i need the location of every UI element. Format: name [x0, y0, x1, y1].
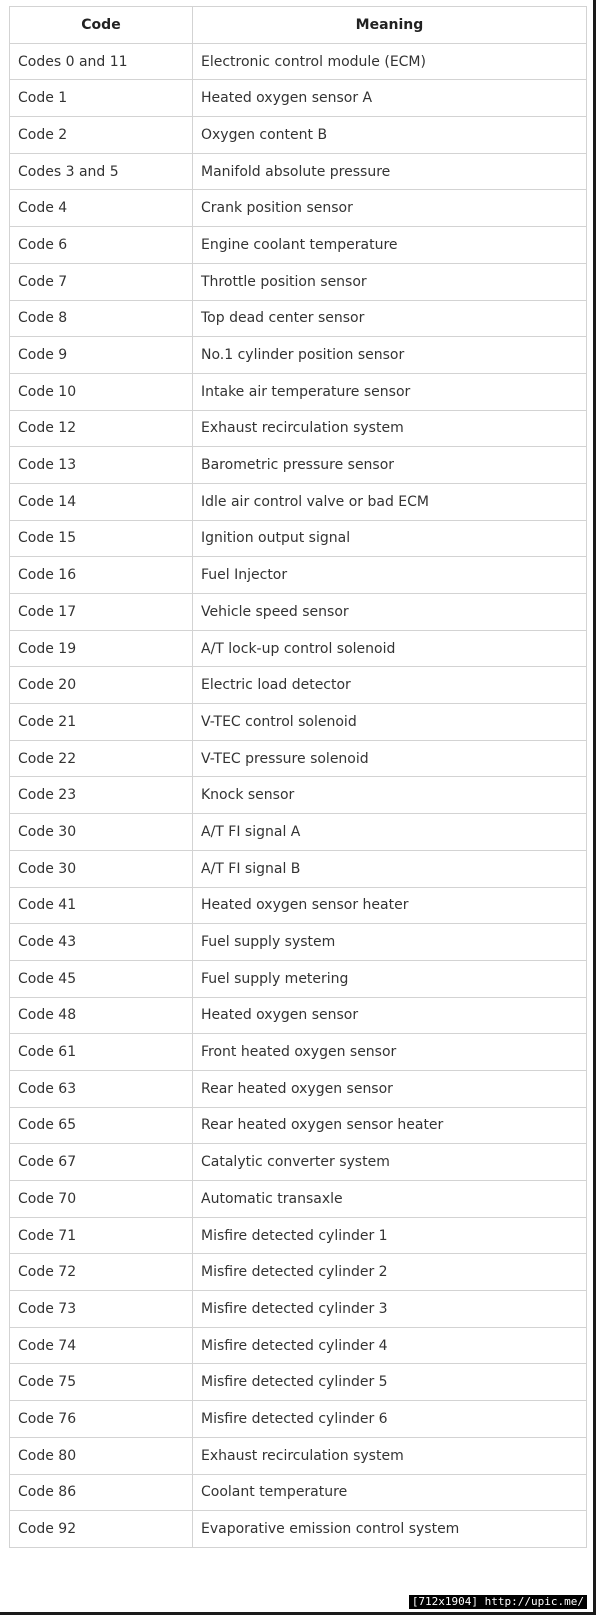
meaning-cell: Electronic control module (ECM): [193, 43, 587, 80]
meaning-cell: Misfire detected cylinder 2: [193, 1254, 587, 1291]
meaning-cell: Misfire detected cylinder 3: [193, 1291, 587, 1328]
meaning-cell: Vehicle speed sensor: [193, 594, 587, 631]
table-row: [10, 814, 587, 851]
meaning-cell: Evaporative emission control system: [193, 1511, 587, 1548]
meaning-cell: Oxygen content B: [193, 117, 587, 154]
table-row: [10, 594, 587, 631]
table-row: [10, 337, 587, 374]
meaning-cell: Idle air control valve or bad ECM: [193, 483, 587, 520]
code-cell: Code 9: [10, 337, 193, 374]
image-size-note: [712x1904] http://upic.me/: [409, 1595, 587, 1609]
meaning-cell: Heated oxygen sensor heater: [193, 887, 587, 924]
table-row: [10, 740, 587, 777]
table-row: [10, 997, 587, 1034]
table-row: [10, 483, 587, 520]
meaning-cell: Exhaust recirculation system: [193, 1437, 587, 1474]
table-row: [10, 924, 587, 961]
table-row: [10, 153, 587, 190]
code-cell: Code 48: [10, 997, 193, 1034]
code-cell: Code 75: [10, 1364, 193, 1401]
code-cell: Code 17: [10, 594, 193, 631]
meaning-cell: Barometric pressure sensor: [193, 447, 587, 484]
table-row: [10, 1401, 587, 1438]
meaning-cell: Rear heated oxygen sensor: [193, 1070, 587, 1107]
table-row: [10, 1144, 587, 1181]
table-row: [10, 263, 587, 300]
code-cell: Code 1: [10, 80, 193, 117]
meaning-cell: A/T lock-up control solenoid: [193, 630, 587, 667]
meaning-cell: Automatic transaxle: [193, 1181, 587, 1218]
meaning-cell: Catalytic converter system: [193, 1144, 587, 1181]
table-row: [10, 1291, 587, 1328]
meaning-cell: V-TEC pressure solenoid: [193, 740, 587, 777]
table-row: [10, 227, 587, 264]
table-row: [10, 80, 587, 117]
meaning-cell: A/T FI signal A: [193, 814, 587, 851]
code-cell: Code 6: [10, 227, 193, 264]
code-cell: Code 72: [10, 1254, 193, 1291]
meaning-cell: Misfire detected cylinder 6: [193, 1401, 587, 1438]
table-row: [10, 887, 587, 924]
code-cell: Code 65: [10, 1107, 193, 1144]
meaning-cell: Ignition output signal: [193, 520, 587, 557]
code-cell: Code 73: [10, 1291, 193, 1328]
code-cell: Code 74: [10, 1327, 193, 1364]
meaning-cell: Rear heated oxygen sensor heater: [193, 1107, 587, 1144]
meaning-cell: Heated oxygen sensor A: [193, 80, 587, 117]
code-table: [9, 6, 587, 1548]
table-row: [10, 447, 587, 484]
meaning-cell: Electric load detector: [193, 667, 587, 704]
table-row: [10, 1217, 587, 1254]
header-meaning: Meaning: [193, 7, 587, 44]
code-cell: Code 14: [10, 483, 193, 520]
code-cell: Code 10: [10, 373, 193, 410]
table-row: [10, 1107, 587, 1144]
code-cell: Code 22: [10, 740, 193, 777]
meaning-cell: Fuel Injector: [193, 557, 587, 594]
code-cell: Code 70: [10, 1181, 193, 1218]
meaning-cell: Misfire detected cylinder 4: [193, 1327, 587, 1364]
meaning-cell: Fuel supply system: [193, 924, 587, 961]
table-row: [10, 1034, 587, 1071]
code-cell: Code 21: [10, 704, 193, 741]
meaning-cell: Crank position sensor: [193, 190, 587, 227]
code-cell: Code 67: [10, 1144, 193, 1181]
table-row: [10, 1364, 587, 1401]
table-row: [10, 557, 587, 594]
table-header-row: [10, 7, 587, 44]
table-row: [10, 300, 587, 337]
table-row: [10, 410, 587, 447]
meaning-cell: Misfire detected cylinder 1: [193, 1217, 587, 1254]
code-cell: Code 80: [10, 1437, 193, 1474]
table-row: [10, 1437, 587, 1474]
meaning-cell: Engine coolant temperature: [193, 227, 587, 264]
table-row: [10, 520, 587, 557]
meaning-cell: A/T FI signal B: [193, 850, 587, 887]
table-row: [10, 630, 587, 667]
code-cell: Code 2: [10, 117, 193, 154]
code-cell: Codes 3 and 5: [10, 153, 193, 190]
code-cell: Code 92: [10, 1511, 193, 1548]
meaning-cell: Knock sensor: [193, 777, 587, 814]
meaning-cell: Manifold absolute pressure: [193, 153, 587, 190]
code-cell: Code 61: [10, 1034, 193, 1071]
code-cell: Code 23: [10, 777, 193, 814]
code-cell: Code 76: [10, 1401, 193, 1438]
table-row: [10, 704, 587, 741]
meaning-cell: V-TEC control solenoid: [193, 704, 587, 741]
meaning-cell: Intake air temperature sensor: [193, 373, 587, 410]
meaning-cell: Heated oxygen sensor: [193, 997, 587, 1034]
meaning-cell: Misfire detected cylinder 5: [193, 1364, 587, 1401]
table-row: [10, 1327, 587, 1364]
code-cell: Code 41: [10, 887, 193, 924]
table-row: [10, 960, 587, 997]
meaning-cell: Throttle position sensor: [193, 263, 587, 300]
table-row: [10, 1474, 587, 1511]
code-cell: Code 43: [10, 924, 193, 961]
table-row: [10, 667, 587, 704]
meaning-cell: Fuel supply metering: [193, 960, 587, 997]
table-row: [10, 1254, 587, 1291]
table-row: [10, 373, 587, 410]
table-body: [10, 43, 587, 1547]
code-cell: Code 19: [10, 630, 193, 667]
code-cell: Code 20: [10, 667, 193, 704]
code-cell: Code 45: [10, 960, 193, 997]
table-row: [10, 190, 587, 227]
code-cell: Code 16: [10, 557, 193, 594]
meaning-cell: Coolant temperature: [193, 1474, 587, 1511]
table-row: [10, 1070, 587, 1107]
code-cell: Code 15: [10, 520, 193, 557]
header-code: Code: [10, 7, 193, 44]
meaning-cell: Exhaust recirculation system: [193, 410, 587, 447]
code-cell: Code 7: [10, 263, 193, 300]
code-cell: Code 8: [10, 300, 193, 337]
code-cell: Code 4: [10, 190, 193, 227]
code-cell: Code 12: [10, 410, 193, 447]
meaning-cell: No.1 cylinder position sensor: [193, 337, 587, 374]
code-cell: Code 86: [10, 1474, 193, 1511]
table-row: [10, 777, 587, 814]
table-row: [10, 117, 587, 154]
meaning-cell: Top dead center sensor: [193, 300, 587, 337]
meaning-cell: Front heated oxygen sensor: [193, 1034, 587, 1071]
code-cell: Code 63: [10, 1070, 193, 1107]
code-cell: Code 71: [10, 1217, 193, 1254]
table-row: [10, 43, 587, 80]
table-row: [10, 1511, 587, 1548]
table-row: [10, 1181, 587, 1218]
table-row: [10, 850, 587, 887]
code-cell: Code 30: [10, 814, 193, 851]
code-cell: Code 30: [10, 850, 193, 887]
code-cell: Code 13: [10, 447, 193, 484]
code-cell: Codes 0 and 11: [10, 43, 193, 80]
